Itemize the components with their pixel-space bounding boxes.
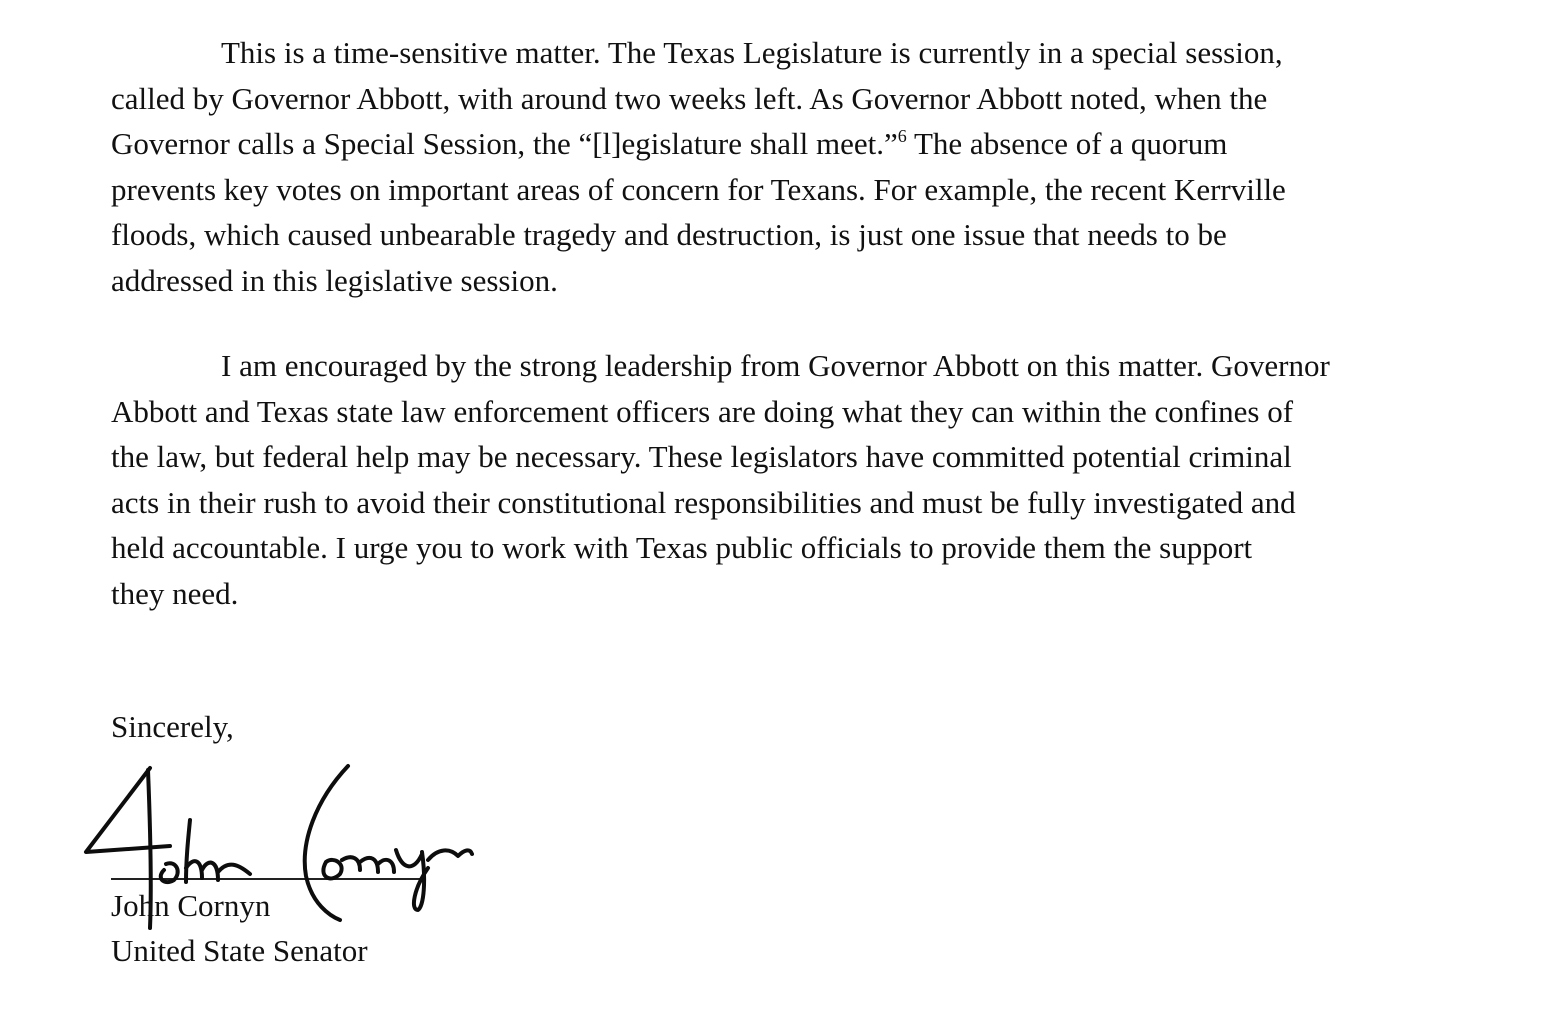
paragraph-text: The absence of a quorum: [906, 126, 1228, 161]
signer-title: United State Senator: [111, 933, 368, 968]
paragraph-line: they need.: [111, 575, 239, 611]
footnote-marker: 6: [897, 126, 907, 146]
paragraph-line: [111, 121, 1531, 167]
paragraph-encouraged: [111, 343, 1531, 616]
paragraph-line: I am encouraged by the strong leadership from Governor Abbott on this matter. Governor: [221, 348, 1330, 383]
paragraph-line: prevents key votes on important areas of concern for Texans. For example, the recent Kerrville: [111, 171, 1286, 207]
closing-salutation: Sincerely,: [111, 709, 234, 744]
paragraph-line: This is a time-sensitive matter. The Texas Legislature is currently in a special session,: [221, 35, 1283, 70]
quote-text: Governor calls a Special Session, the “[l]egislature shall meet.”: [111, 126, 898, 161]
paragraph-line: the law, but federal help may be necessary. These legislators have committed potential criminal: [111, 439, 1292, 474]
paragraph-time-sensitive: [111, 30, 1531, 303]
paragraph-line: acts in their rush to avoid their constitutional responsibilities and must be fully investigated and: [111, 484, 1296, 520]
paragraph-line: held accountable. I urge you to work with Texas public officials to provide them the support: [111, 530, 1253, 565]
signer-name: John Cornyn: [111, 888, 271, 923]
paragraph-line: Abbott and Texas state law enforcement officers are doing what they can within the confines of: [111, 393, 1294, 429]
paragraph-line: called by Governor Abbott, with around two weeks left. As Governor Abbott noted, when the: [111, 80, 1268, 116]
paragraph-line: floods, which caused unbearable tragedy and destruction, is just one issue that needs to be: [111, 217, 1227, 252]
paragraph-line: addressed in this legislative session.: [111, 262, 558, 298]
